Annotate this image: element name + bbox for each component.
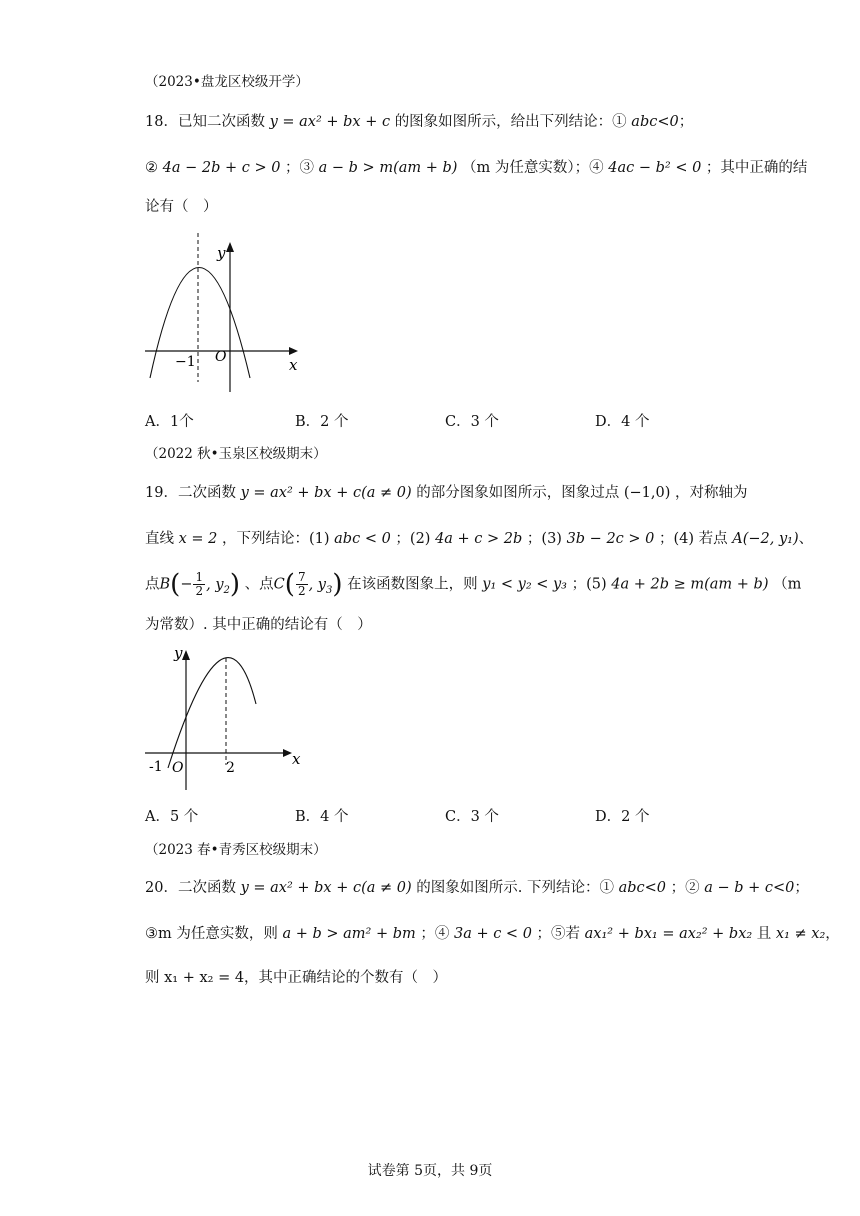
q19-r3-label: ；(3) (526, 531, 562, 547)
q18-graph (140, 230, 310, 395)
q20-c5-mid: 且 (756, 926, 772, 942)
q20-conclusion-4: 3a + c < 0 (453, 926, 532, 942)
q19-stem-line2: 直线 x = 2 ，下列结论：(1) abc < 0 ；(2) 4a + c > 2b ；(3) 3b − 2c > 0 ；(4) 若点 A(−2, y₁)、 (145, 531, 814, 547)
q18-c3-label: ；③ (285, 160, 315, 176)
q19-line2-b: ，下列结论：(1) (222, 531, 330, 547)
q20-line2-a: ③m 为任意实数，则 (145, 926, 278, 942)
q19-parabola (168, 658, 256, 768)
q19-r5-tail: （m (773, 576, 802, 593)
q18-origin-label: O (215, 349, 227, 365)
q20-conclusion-3: a + b > am² + bm (282, 926, 416, 942)
q20-source: （2023 春•青秀区校级期末） (145, 842, 327, 858)
q18-conclusion-1: abc<0 (631, 114, 679, 130)
q19-point-c-fraction: $\frac{7}{2}$ (297, 570, 306, 598)
q19-equation: y = ax² + bx + c(a ≠ 0) (240, 485, 412, 501)
q20-c2-label: ；② (670, 880, 700, 896)
q20-c5-label: ；⑤若 (536, 926, 581, 942)
q18-c2-label: ② (145, 160, 158, 176)
q20-conclusion-5: ax₁² + bx₁ = ax₂² + bx₂ (584, 926, 753, 942)
q19-point-a: A(−2, y₁) (732, 531, 799, 547)
q19-conclusion-2: 4a + c > 2b (435, 531, 523, 547)
q18-equation: y = ax² + bx + c (269, 114, 391, 130)
q20-c5-condition: x₁ ≠ x₂ (775, 926, 826, 942)
q20-conclusion-2: a − b + c<0 (704, 880, 795, 896)
q19-y-arrow-icon (182, 650, 190, 660)
q19-conclusion-3: 3b − 2c > 0 (566, 531, 655, 547)
q20-intro: 20．二次函数 (145, 880, 236, 896)
q19-stem-line4: 为常数）. 其中正确的结论有（ ） (145, 617, 372, 633)
q19-source: （2022 秋•玉泉区校级期末） (145, 446, 327, 462)
q19-x-label: x (292, 750, 301, 768)
q19-option-c[interactable]: C．3 个 (445, 809, 499, 825)
q18-intro: 18．已知二次函数 (145, 114, 265, 130)
q18-mid: 的图象如图所示，给出下列结论：① (394, 114, 627, 130)
q18-tick-label: −1 (175, 354, 196, 370)
q20-c4-label: ；④ (420, 926, 450, 942)
q19-line3-a: 点 (145, 576, 160, 593)
q19-y-label: y (174, 644, 183, 662)
q19-option-d[interactable]: D．2 个 (595, 809, 650, 825)
q19-neg1-label: -1 (149, 759, 163, 775)
q20-equation: y = ax² + bx + c(a ≠ 0) (240, 880, 412, 896)
q18-stem-line2 (145, 158, 807, 178)
q19-option-a[interactable]: A．5 个 (145, 809, 199, 825)
q19-tick-label: 2 (226, 760, 235, 776)
q18-option-d[interactable]: D．4 个 (595, 414, 650, 430)
q20-conclusion-1: abc<0 (618, 880, 666, 896)
q19-axis: x = 2 (178, 531, 218, 547)
q18-conclusion-3: a − b > m(am + b) (318, 160, 458, 176)
q19-conclusion-5: 4a + 2b ≥ m(am + b) (611, 576, 769, 593)
q19-stem-line3: 点B(− $\frac{1}{2}$ , $y_2$) 、点C( $\frac{7}{2}$ , $y_3$) 在该函数图象上，则 y₁ < y₂ < y₃ ；(5) 4a + 2b ≥ m(am + b) （m (145, 569, 802, 600)
q19-line3-b: 、点 (244, 576, 274, 593)
q20-stem-line2: ③m 为任意实数，则 a + b > am² + bm ；④ 3a + c < 0 ；⑤若 ax₁² + bx₁ = ax₂² + bx₂ 且 x₁ ≠ x₂， (145, 926, 840, 942)
q19-r5-label: ；(5) (571, 576, 607, 593)
q19-x-arrow-icon (283, 749, 292, 757)
q18-stem-line1: 18．已知二次函数 y = ax² + bx + c 的图象如图所示，给出下列结论：① abc<0； (145, 114, 694, 130)
q18-y-arrow-icon (226, 242, 234, 252)
q18-source: （2023•盘龙区校级开学） (145, 74, 309, 90)
q19-option-b[interactable]: B．4 个 (295, 809, 349, 825)
q19-point: (−1,0) (623, 485, 671, 501)
q18-conclusion-4: 4ac − b² < 0 (608, 160, 702, 176)
q19-origin-label: O (172, 760, 184, 776)
q19-r2-label: ；(2) (395, 531, 431, 547)
q19-r4-label: ；(4) 若点 (659, 531, 728, 547)
q19-mid2: ，对称轴为 (674, 485, 748, 501)
q19-graph (140, 640, 310, 795)
q18-x-label: x (289, 356, 298, 374)
q19-line2-a: 直线 (145, 531, 174, 547)
q19-point-b-name: B (159, 576, 171, 593)
q20-stem-line3: 则 x₁ + x₂ = 4，其中正确结论的个数有（ ） (145, 970, 448, 986)
q18-option-a[interactable]: A．1个 (145, 414, 194, 430)
q20-mid: 的图象如图所示. 下列结论：① (416, 880, 614, 896)
q18-option-b[interactable]: B．2 个 (295, 414, 349, 430)
page-footer: 试卷第 5页，共 9页 (367, 1163, 493, 1179)
q19-mid: 的部分图象如图所示，图象过点 (416, 485, 620, 501)
q19-conclusion-1: abc < 0 (334, 531, 391, 547)
q18-conclusion-2: 4a − 2b + c > 0 (162, 160, 281, 176)
q19-inequality: y₁ < y₂ < y₃ (482, 576, 567, 593)
q19-point-b-fraction: $\frac{1}{2}$ (195, 570, 204, 598)
q18-option-c[interactable]: C．3 个 (445, 414, 499, 430)
q20-stem-line1: 20．二次函数 y = ax² + bx + c(a ≠ 0) 的图象如图所示. 下列结论：① abc<0 ；② a − b + c<0； (145, 880, 809, 896)
q19-line3-c: 在该函数图象上，则 (347, 576, 478, 593)
q18-stem-line3: 论有（ ） (145, 199, 218, 215)
q18-y-label: y (217, 244, 226, 262)
q18-x-arrow-icon (289, 347, 298, 355)
q19-point-c-name: C (273, 576, 285, 593)
q18-stem-end: ；其中正确的结 (705, 160, 808, 176)
q19-intro: 19．二次函数 (145, 485, 236, 501)
q19-stem-line1 (145, 483, 747, 503)
q18-c3-note: （m 为任意实数）；④ (462, 160, 604, 176)
q18-parabola (150, 268, 250, 379)
